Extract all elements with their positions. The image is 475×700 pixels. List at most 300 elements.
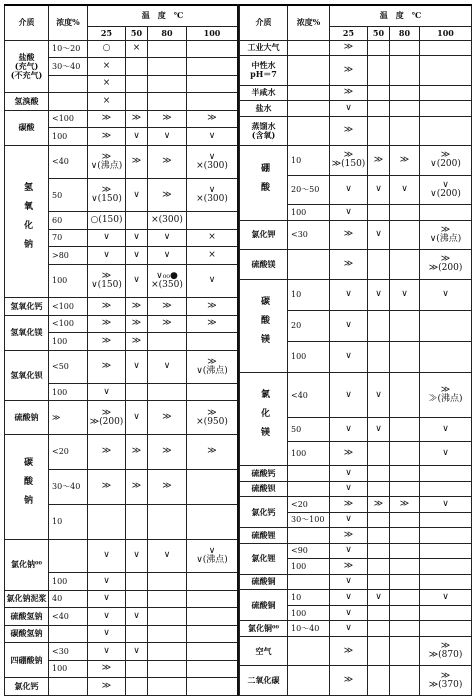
rating-cell <box>126 58 148 76</box>
rating-cell: ≫ ∨(200) <box>420 146 472 176</box>
rating-cell: ∨ <box>330 590 368 606</box>
concentration-cell <box>288 56 330 86</box>
concentration-cell: 70 <box>49 229 88 247</box>
medium-name-cell: 二氧化碳 <box>240 666 288 696</box>
table-row <box>240 666 472 696</box>
rating-cell: ≫ <box>88 110 126 128</box>
rating-cell <box>187 93 238 111</box>
concentration-cell <box>288 574 330 590</box>
medium-name-cell <box>5 434 49 539</box>
concentration-cell <box>49 93 88 111</box>
medium-name-cell: 硫酸锂 <box>240 528 288 544</box>
medium-name-vertical: 氯化镁 <box>259 389 269 447</box>
concentration-cell: 100 <box>288 442 330 466</box>
medium-name-cell: 硫酸钡 <box>240 481 288 497</box>
rating-cell: ○ <box>88 40 126 58</box>
rating-cell <box>420 621 472 637</box>
table-row <box>240 220 472 250</box>
table-row <box>5 643 238 661</box>
rating-cell <box>420 205 472 221</box>
rating-cell <box>420 528 472 544</box>
rating-cell: ≫ <box>330 56 368 86</box>
rating-cell <box>390 512 420 528</box>
rating-cell: ∨ <box>88 247 126 265</box>
concentration-cell: <30 <box>288 220 330 250</box>
rating-cell <box>368 636 390 666</box>
medium-name-cell: 氯化钠泥浆 <box>5 590 49 608</box>
left-table-body <box>5 40 238 696</box>
rating-cell: ○(150) <box>88 212 126 230</box>
temp-80: 80 <box>390 26 420 40</box>
rating-cell: × <box>88 93 126 111</box>
rating-cell <box>126 75 148 93</box>
rating-cell <box>148 660 187 678</box>
medium-name-cell: 四硼酸钠 <box>5 643 49 678</box>
concentration-cell <box>49 75 88 93</box>
table-row <box>240 101 472 117</box>
rating-cell: ∨ <box>88 229 126 247</box>
rating-cell: ≫ ≫(150) <box>330 146 368 176</box>
rating-cell: ×(300) <box>148 212 187 230</box>
rating-cell: ∨ <box>368 175 390 205</box>
rating-cell <box>148 93 187 111</box>
rating-cell: ∨ <box>330 372 368 417</box>
rating-cell: ≫ <box>148 401 187 434</box>
rating-cell: ≫ <box>148 145 187 178</box>
rating-cell: ≫ <box>126 434 148 469</box>
concentration-cell: 100 <box>49 264 88 297</box>
rating-cell: ≫ ≫(200) <box>88 401 126 434</box>
medium-name-cell: 氯化铜⁰⁰ <box>240 621 288 637</box>
table-row <box>240 279 472 310</box>
rating-cell <box>126 678 148 696</box>
rating-cell <box>368 465 390 481</box>
table-row <box>240 56 472 86</box>
medium-name-cell: 氯化钠⁰⁰ <box>5 539 49 590</box>
temp-25: 25 <box>88 26 126 40</box>
medium-name-cell: 氢溴酸 <box>5 93 49 111</box>
rating-cell <box>368 85 390 101</box>
rating-cell <box>420 310 472 341</box>
concentration-cell: 20～50 <box>288 175 330 205</box>
rating-cell <box>390 205 420 221</box>
col-header-temperature: 温 度 ℃ <box>330 5 472 26</box>
rating-cell: ≫ ∨(150) <box>88 264 126 297</box>
concentration-cell: 30～100 <box>288 512 330 528</box>
table-row <box>5 590 238 608</box>
rating-cell: ≫ ≫(沸点) <box>420 372 472 417</box>
concentration-cell: <20 <box>288 497 330 513</box>
rating-cell <box>88 504 126 539</box>
table-row <box>240 528 472 544</box>
rating-cell: ≫ <box>330 220 368 250</box>
rating-cell <box>368 528 390 544</box>
medium-name-cell: 硫酸钠 <box>5 401 49 434</box>
rating-cell <box>368 559 390 575</box>
rating-cell: ∨ <box>88 643 126 661</box>
medium-name-cell: 中性水 pH＝7 <box>240 56 288 86</box>
table-row <box>5 434 238 469</box>
rating-cell: ∨ <box>330 512 368 528</box>
rating-cell: ≫ <box>148 469 187 504</box>
rating-cell: ≫ <box>126 469 148 504</box>
rating-cell: ≫ ∨(沸点) <box>187 350 238 383</box>
rating-cell: ∨ <box>148 539 187 572</box>
rating-cell <box>148 383 187 401</box>
concentration-cell <box>49 539 88 572</box>
table-row <box>5 315 238 333</box>
rating-cell: ∨ <box>126 401 148 434</box>
rating-cell: ≫ <box>88 333 126 351</box>
concentration-cell: 100 <box>288 559 330 575</box>
rating-cell <box>390 559 420 575</box>
concentration-cell: 100 <box>49 128 88 146</box>
right-table-half <box>239 4 471 696</box>
table-row <box>240 497 472 513</box>
concentration-cell: <40 <box>49 608 88 626</box>
rating-cell <box>420 40 472 56</box>
concentration-cell <box>288 101 330 117</box>
concentration-cell: 100 <box>49 383 88 401</box>
rating-cell <box>368 543 390 559</box>
rating-cell <box>368 574 390 590</box>
rating-cell: ∨ <box>420 590 472 606</box>
rating-cell: ∨ <box>88 573 126 591</box>
rating-cell: ∨ <box>330 418 368 442</box>
rating-cell <box>368 621 390 637</box>
rating-cell <box>420 116 472 146</box>
rating-cell: ≫ <box>330 636 368 666</box>
concentration-cell: 100 <box>288 205 330 221</box>
rating-cell: ∨ ∨(沸点) <box>187 539 238 572</box>
rating-cell <box>390 85 420 101</box>
rating-cell: × <box>88 58 126 76</box>
medium-name-cell: 氯化钙 <box>240 497 288 528</box>
rating-cell: ≫ <box>126 333 148 351</box>
rating-cell: ≫ <box>88 315 126 333</box>
rating-cell <box>390 574 420 590</box>
rating-cell <box>390 418 420 442</box>
medium-name-vertical: 碳酸镁 <box>259 296 269 354</box>
rating-cell: ≫ <box>390 146 420 176</box>
rating-cell <box>368 250 390 280</box>
rating-cell: ∨ <box>390 279 420 310</box>
rating-cell <box>368 512 390 528</box>
rating-cell <box>420 543 472 559</box>
rating-cell <box>126 383 148 401</box>
rating-cell: ∨ <box>126 247 148 265</box>
rating-cell: ≫ ∨(沸点) <box>420 220 472 250</box>
medium-name-cell: 盐水 <box>240 101 288 117</box>
rating-cell <box>390 220 420 250</box>
table-row <box>5 401 238 434</box>
concentration-cell: 100 <box>49 660 88 678</box>
corrosion-table-left <box>4 4 238 696</box>
concentration-cell: 10 <box>288 146 330 176</box>
rating-cell: ≫ <box>148 315 187 333</box>
rating-cell: ≫ ≫(200) <box>420 250 472 280</box>
rating-cell <box>390 590 420 606</box>
concentration-cell: 100 <box>49 333 88 351</box>
rating-cell: ≫ <box>148 110 187 128</box>
rating-cell: ≫ <box>368 497 390 513</box>
rating-cell <box>148 573 187 591</box>
rating-cell <box>390 481 420 497</box>
rating-cell: ∨ <box>420 442 472 466</box>
concentration-cell <box>288 528 330 544</box>
table-row <box>240 481 472 497</box>
rating-cell <box>390 101 420 117</box>
concentration-cell: 60 <box>49 212 88 230</box>
rating-cell <box>420 559 472 575</box>
rating-cell: ∨ ×(300) <box>187 145 238 178</box>
rating-cell: ≫ <box>187 434 238 469</box>
table-row <box>5 678 238 696</box>
rating-cell: ≫ <box>126 298 148 316</box>
col-header-medium: 介质 <box>240 5 288 40</box>
rating-cell: ≫ <box>88 298 126 316</box>
rating-cell: ∨ <box>420 418 472 442</box>
rating-cell: ≫ <box>330 497 368 513</box>
rating-cell: ∨ <box>148 350 187 383</box>
rating-cell: ≫ <box>126 145 148 178</box>
rating-cell: ∨ <box>88 625 126 643</box>
temp-100: 100 <box>187 26 238 40</box>
rating-cell <box>368 605 390 621</box>
rating-cell <box>420 481 472 497</box>
rating-cell <box>148 58 187 76</box>
rating-cell <box>148 625 187 643</box>
col-header-temperature: 温 度 ℃ <box>88 5 238 26</box>
table-row <box>240 574 472 590</box>
medium-name-cell: 氢氧化镁 <box>5 315 49 350</box>
rating-cell: ∨ <box>88 608 126 626</box>
table-row <box>5 625 238 643</box>
header-row-1 <box>240 5 472 26</box>
rating-cell <box>187 58 238 76</box>
rating-cell: ≫ <box>330 40 368 56</box>
rating-cell <box>420 512 472 528</box>
rating-cell: ∨ <box>88 590 126 608</box>
rating-cell <box>368 341 390 372</box>
rating-cell: ∨ ∨(200) <box>420 175 472 205</box>
rating-cell <box>148 643 187 661</box>
rating-cell: ≫ <box>148 434 187 469</box>
concentration-cell <box>288 85 330 101</box>
rating-cell: ∨ <box>368 220 390 250</box>
rating-cell <box>390 310 420 341</box>
medium-name-cell: 碳酸 <box>5 110 49 145</box>
rating-cell: ∨ <box>126 643 148 661</box>
rating-cell: ≫ <box>88 469 126 504</box>
rating-cell: ∨ ×(300) <box>187 178 238 211</box>
rating-cell: ∨ <box>330 543 368 559</box>
medium-name-cell: 硫酸氢钠 <box>5 608 49 626</box>
concentration-cell: 20 <box>288 310 330 341</box>
medium-name-cell: 空气 <box>240 636 288 666</box>
table-row <box>5 608 238 626</box>
rating-cell: ≫ ×(950) <box>187 401 238 434</box>
concentration-cell: <50 <box>49 350 88 383</box>
table-row <box>5 93 238 111</box>
rating-cell: ∨ <box>187 264 238 297</box>
rating-cell <box>390 250 420 280</box>
rating-cell <box>187 383 238 401</box>
rating-cell <box>390 636 420 666</box>
concentration-cell: <40 <box>288 372 330 417</box>
rating-cell <box>148 333 187 351</box>
rating-cell <box>126 625 148 643</box>
concentration-cell: <100 <box>49 315 88 333</box>
medium-name-cell: 硫酸铜 <box>240 590 288 621</box>
rating-cell: ≫ <box>330 85 368 101</box>
table-row <box>5 40 238 58</box>
col-header-concentration: 浓度% <box>288 5 330 40</box>
rating-cell <box>420 101 472 117</box>
rating-cell <box>187 590 238 608</box>
rating-cell: ∨₀₀● ×(350) <box>148 264 187 297</box>
rating-cell: ≫ <box>126 110 148 128</box>
header-row-1 <box>5 5 238 26</box>
table-row <box>240 250 472 280</box>
medium-name-vertical: 碳酸钠 <box>22 457 32 515</box>
rating-cell: × <box>88 75 126 93</box>
rating-cell: ≫ <box>390 497 420 513</box>
medium-name-cell: 氯化锂 <box>240 543 288 574</box>
concentration-cell: <40 <box>49 145 88 178</box>
medium-name-cell: 氯化钙 <box>5 678 49 696</box>
rating-cell <box>187 333 238 351</box>
rating-cell: ∨ <box>126 608 148 626</box>
rating-cell <box>148 608 187 626</box>
rating-cell <box>368 442 390 466</box>
rating-cell: ∨ <box>330 205 368 221</box>
rating-cell <box>126 93 148 111</box>
rating-cell: ∨ <box>368 279 390 310</box>
concentration-cell: <100 <box>49 110 88 128</box>
rating-cell <box>148 40 187 58</box>
rating-cell: ∨ <box>126 264 148 297</box>
rating-cell: ∨ <box>330 621 368 637</box>
rating-cell: ∨ <box>148 229 187 247</box>
table-row <box>5 298 238 316</box>
temp-50: 50 <box>368 26 390 40</box>
rating-cell <box>390 666 420 696</box>
rating-cell: ∨ <box>390 175 420 205</box>
rating-cell: ∨ <box>420 497 472 513</box>
rating-cell: ∨ <box>330 605 368 621</box>
concentration-cell: <100 <box>49 298 88 316</box>
rating-cell <box>390 442 420 466</box>
rating-cell <box>368 40 390 56</box>
table-row <box>5 110 238 128</box>
concentration-cell <box>288 250 330 280</box>
rating-cell: × <box>187 229 238 247</box>
concentration-cell: 10～20 <box>49 40 88 58</box>
rating-cell <box>187 40 238 58</box>
medium-name-cell: 碳酸氢钠 <box>5 625 49 643</box>
rating-cell: ≫ <box>368 146 390 176</box>
rating-cell <box>148 678 187 696</box>
rating-cell <box>187 75 238 93</box>
rating-cell: ≫ <box>88 678 126 696</box>
rating-cell <box>187 469 238 504</box>
rating-cell: ≫ <box>88 660 126 678</box>
medium-name-cell <box>240 372 288 465</box>
concentration-cell: 30～40 <box>49 58 88 76</box>
rating-cell: ≫ <box>126 315 148 333</box>
medium-name-cell: 硫酸镁 <box>240 250 288 280</box>
rating-cell <box>126 212 148 230</box>
rating-cell <box>148 504 187 539</box>
table-row <box>240 372 472 417</box>
concentration-cell <box>288 636 330 666</box>
rating-cell: ∨ <box>368 372 390 417</box>
rating-cell: ≫ <box>187 315 238 333</box>
medium-name-cell: 氢氧化钡 <box>5 350 49 401</box>
rating-cell: ∨ <box>126 128 148 146</box>
rating-cell <box>368 481 390 497</box>
rating-cell <box>126 504 148 539</box>
rating-cell <box>126 590 148 608</box>
rating-cell: ≫ <box>187 110 238 128</box>
rating-cell: ∨ <box>368 418 390 442</box>
rating-cell: ≫ <box>88 128 126 146</box>
rating-cell <box>420 56 472 86</box>
medium-name-cell: 硫酸钙 <box>240 465 288 481</box>
rating-cell <box>390 56 420 86</box>
rating-cell: × <box>126 40 148 58</box>
rating-cell <box>420 465 472 481</box>
rating-cell: ≫ <box>148 298 187 316</box>
medium-name-vertical: 氢氧化钠 <box>22 182 32 259</box>
concentration-cell: <30 <box>49 643 88 661</box>
concentration-cell: 50 <box>288 418 330 442</box>
rating-cell: ∨ <box>88 383 126 401</box>
concentration-cell: 50 <box>49 178 88 211</box>
col-header-medium: 介质 <box>5 5 49 40</box>
rating-cell: ≫ <box>88 350 126 383</box>
rating-cell <box>368 310 390 341</box>
col-header-concentration: 浓度% <box>49 5 88 40</box>
rating-cell <box>390 528 420 544</box>
rating-cell: ≫ ∨(150) <box>88 178 126 211</box>
rating-cell: ∨ <box>330 341 368 372</box>
medium-name-cell <box>5 145 49 297</box>
rating-cell <box>126 573 148 591</box>
rating-cell <box>390 40 420 56</box>
rating-cell <box>390 372 420 417</box>
table-row <box>240 590 472 606</box>
rating-cell <box>420 341 472 372</box>
left-table-half <box>4 4 237 696</box>
rating-cell <box>420 605 472 621</box>
concentration-cell <box>288 116 330 146</box>
concentration-cell <box>288 481 330 497</box>
rating-cell: ∨ <box>126 539 148 572</box>
rating-cell <box>390 605 420 621</box>
rating-cell: ∨ <box>420 279 472 310</box>
rating-cell <box>187 625 238 643</box>
rating-cell: ∨ <box>148 128 187 146</box>
table-row <box>240 621 472 637</box>
rating-cell <box>368 101 390 117</box>
rating-cell: ∨ <box>126 350 148 383</box>
concentration-cell: 10 <box>49 504 88 539</box>
rating-cell: ∨ <box>126 178 148 211</box>
concentration-cell: >80 <box>49 247 88 265</box>
medium-name-cell: 氢氧化钙 <box>5 298 49 316</box>
